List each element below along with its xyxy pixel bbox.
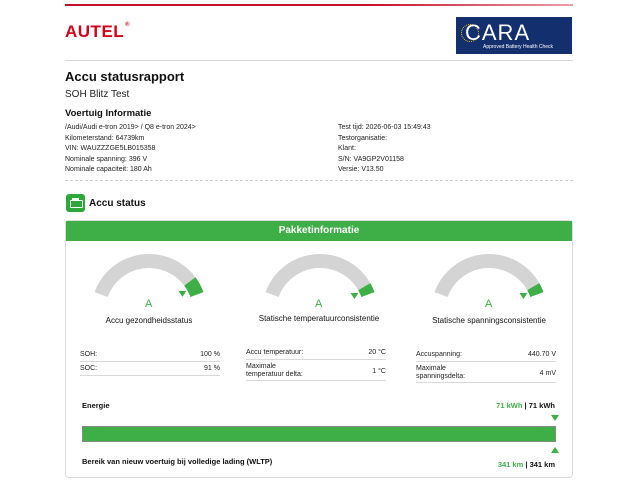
voltage-label: Statische spanningsconsistentie — [432, 316, 546, 325]
package-info-header: Pakketinformatie — [66, 221, 572, 241]
range-separator: | — [525, 460, 528, 469]
header-accent-line — [65, 4, 573, 6]
page-title: Accu statusrapport — [65, 69, 185, 84]
mileage: Kilometerstand: 64739km — [65, 134, 145, 142]
range-current: 341 km — [497, 460, 524, 469]
gauge-temperature — [245, 252, 395, 304]
energy-separator: | — [524, 401, 527, 410]
cara-logo: CARA Approved Battery Health Check — [456, 17, 572, 54]
battery-icon — [66, 194, 85, 212]
voltage-grade: A — [485, 298, 493, 310]
serial-number: S/N: VA9GP2V01158 — [338, 155, 404, 163]
software-version: Versie: V13.50 — [338, 166, 384, 173]
vehicle-info-heading: Voertuig Informatie — [65, 108, 152, 119]
vehicle-model: /Audi/Audi e-tron 2019> / Q8 e-tron 2024> — [65, 124, 196, 131]
battery-temp-value: 20 °C — [368, 349, 386, 356]
battery-voltage-row — [416, 349, 556, 362]
range-marker-icon — [551, 447, 559, 453]
gauge-pointer-icon — [178, 291, 186, 297]
temperature-grade: A — [315, 298, 323, 310]
energy-marker-icon — [551, 415, 559, 421]
temp-delta-key: Maximale temperatuur delta: — [246, 363, 303, 378]
vehicle-info-left — [65, 123, 196, 176]
soh-row — [80, 349, 220, 362]
energy-value — [496, 401, 555, 410]
soc-row — [80, 363, 220, 376]
gauge-pointer-icon — [519, 293, 527, 299]
energy-total: 71 kWh — [528, 401, 555, 410]
gauge-health — [74, 252, 224, 304]
soc-key: SOC: — [80, 365, 98, 372]
soh-key: SOH: — [80, 351, 98, 358]
range-label: Bereik van nieuw voertuig bij volledige lading (WLTP) — [82, 457, 273, 466]
gauge-track — [265, 254, 370, 297]
gauge-track — [434, 254, 539, 297]
voltage-delta-value: 4 mV — [539, 370, 556, 377]
gauge-pointer-icon — [350, 293, 358, 299]
vin: VIN: WAUZZZGE5LB015358 — [65, 145, 156, 152]
health-label: Accu gezondheidsstatus — [105, 316, 193, 325]
energy-bar — [82, 426, 556, 442]
battery-temp-row — [246, 347, 386, 360]
page-subtitle: SOH Blitz Test — [65, 89, 130, 100]
temp-delta-row — [246, 361, 386, 381]
battery-voltage-key: Accuspanning: — [416, 351, 462, 358]
gauge-voltage — [414, 252, 564, 304]
test-organisation: Testorganisatie: — [338, 134, 388, 142]
temperature-label: Statische temperatuurconsistentie — [258, 314, 380, 323]
header-divider — [65, 60, 573, 61]
test-time: Test tijd: 2026-06-03 15:49:43 — [338, 124, 431, 131]
battery-status-heading: Accu status — [89, 198, 146, 209]
gauge-track — [94, 254, 195, 297]
vehicle-info-right — [338, 123, 431, 176]
customer: Klant: — [338, 145, 356, 152]
range-total: 341 km — [529, 460, 555, 469]
voltage-delta-row — [416, 363, 556, 383]
temp-delta-value: 1 °C — [372, 368, 386, 375]
battery-voltage-value: 440.70 V — [527, 351, 556, 358]
energy-label: Energie — [82, 401, 110, 410]
energy-current: 71 kWh — [496, 401, 523, 410]
nominal-voltage: Nominale spanning: 396 V — [65, 155, 148, 163]
autel-logo: AUTEL® — [65, 22, 131, 41]
section-divider — [65, 180, 573, 181]
nominal-capacity: Nominale capaciteit: 180 Ah — [65, 166, 152, 173]
voltage-delta-key: Maximale spanningsdelta: — [416, 365, 466, 380]
soc-value: 91 % — [204, 365, 220, 372]
soh-value: 100 % — [200, 351, 220, 358]
battery-temp-key: Accu temperatuur: — [246, 349, 304, 356]
range-value — [498, 460, 555, 469]
health-grade: A — [145, 298, 153, 310]
